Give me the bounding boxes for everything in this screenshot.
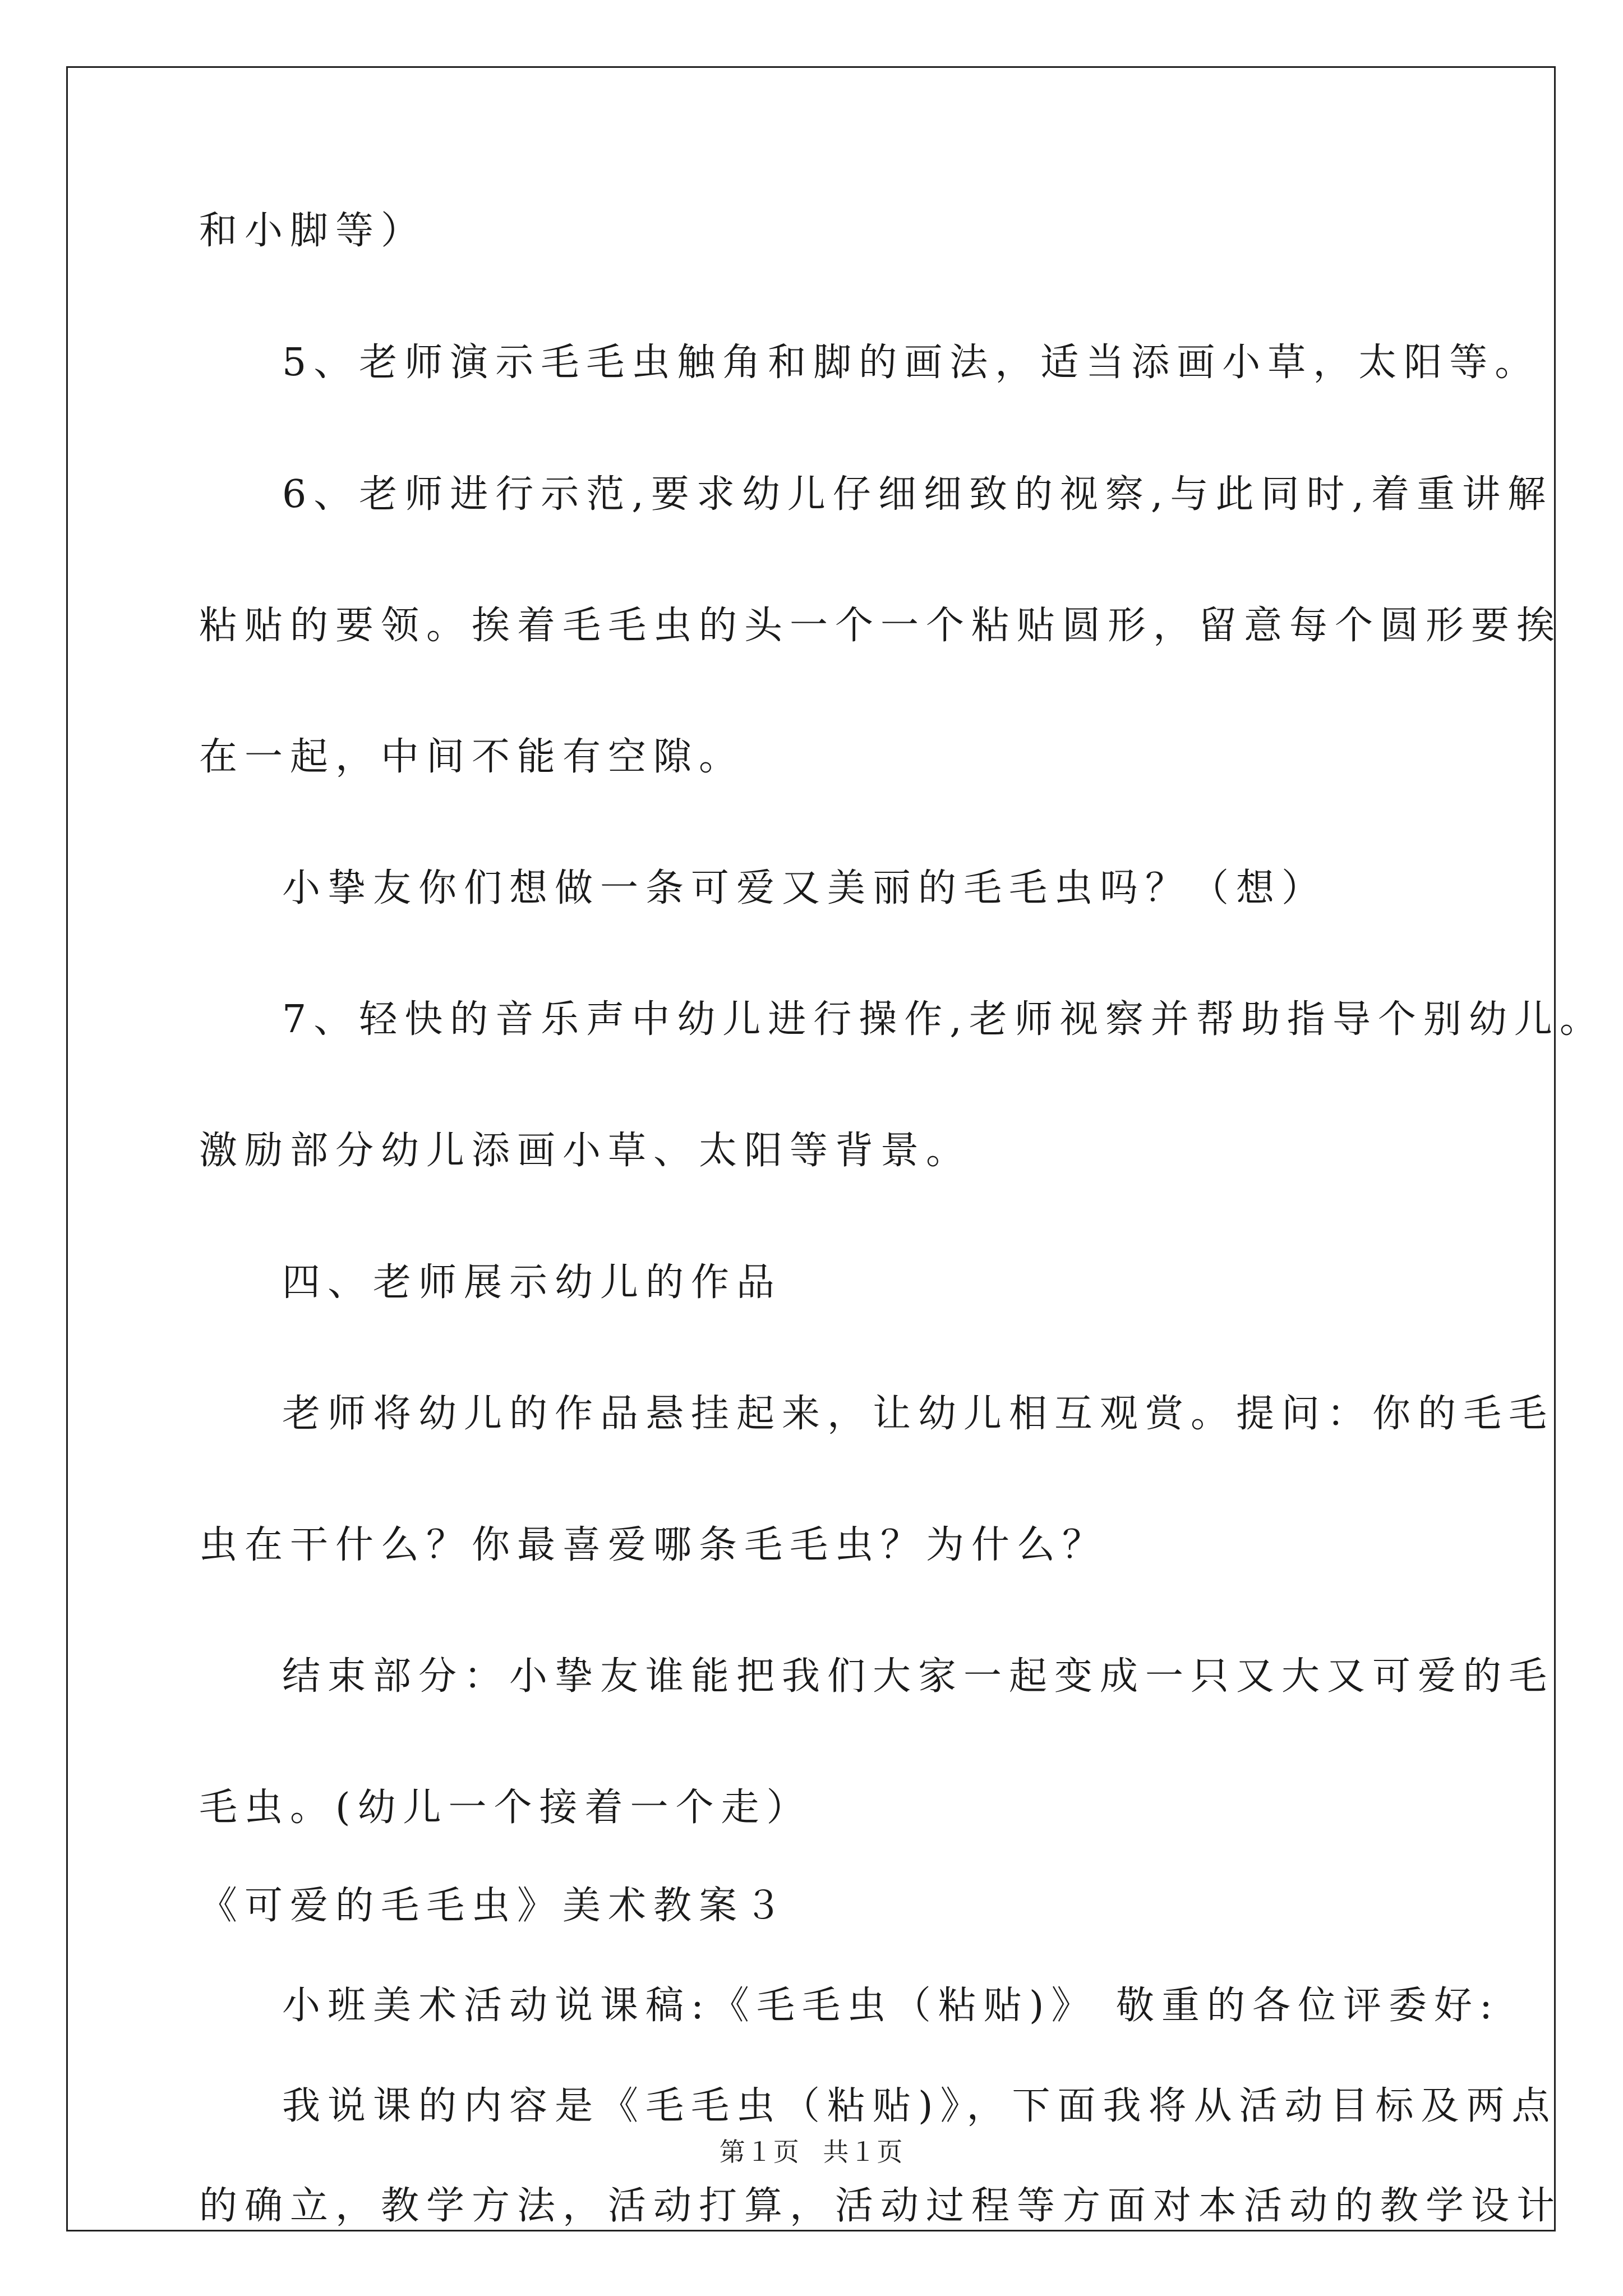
text-line: 激励部分幼儿添画小草、太阳等背景。 bbox=[199, 1129, 972, 1173]
page-number: 第１页 bbox=[719, 2137, 800, 2167]
text-line: 5、老师演示毛毛虫触角和脚的画法，适当添画小草，太阳等。 bbox=[282, 341, 1541, 385]
document-title: 《可爱的毛毛虫》美术教案３ bbox=[199, 1884, 790, 1928]
text-line: 毛虫。(幼儿一个接着一个走） bbox=[199, 1786, 812, 1830]
text-line: 小班美术活动说课稿:《毛毛虫（粘贴)》 敬重的各位评委好: bbox=[282, 1984, 1500, 2028]
page-total: 共１页 bbox=[823, 2137, 904, 2167]
text-line: 6、老师进行示范,要求幼儿仔细细致的视察,与此同时,着重讲解 bbox=[282, 472, 1553, 517]
text-line: 7、轻快的音乐声中幼儿进行操作,老师视察并帮助指导个别幼儿。 bbox=[282, 997, 1605, 1042]
text-line: 的确立，教学方法，活动打算，活动过程等方面对本活动的教学设计 bbox=[199, 2184, 1562, 2228]
text-line: 和小脚等） bbox=[199, 209, 427, 253]
text-line: 我说课的内容是《毛毛虫（粘贴)》，下面我将从活动目标及两点 bbox=[282, 2084, 1557, 2128]
text-line: 老师将幼儿的作品悬挂起来，让幼儿相互观赏。提问：你的毛毛 bbox=[282, 1392, 1555, 1436]
text-line: 在一起，中间不能有空隙。 bbox=[199, 735, 745, 779]
text-line: 虫在干什么？你最喜爱哪条毛毛虫？为什么？ bbox=[199, 1523, 1108, 1567]
page-footer bbox=[0, 2132, 1623, 2169]
text-line: 结束部分：小挚友谁能把我们大家一起变成一只又大又可爱的毛 bbox=[282, 1654, 1555, 1699]
text-line: 粘贴的要领。挨着毛毛虫的头一个一个粘贴圆形，留意每个圆形要挨 bbox=[199, 604, 1562, 648]
text-line: 小挚友你们想做一条可爱又美丽的毛毛虫吗？（想） bbox=[282, 866, 1327, 910]
section-heading: 四、老师展示幼儿的作品 bbox=[282, 1260, 782, 1305]
